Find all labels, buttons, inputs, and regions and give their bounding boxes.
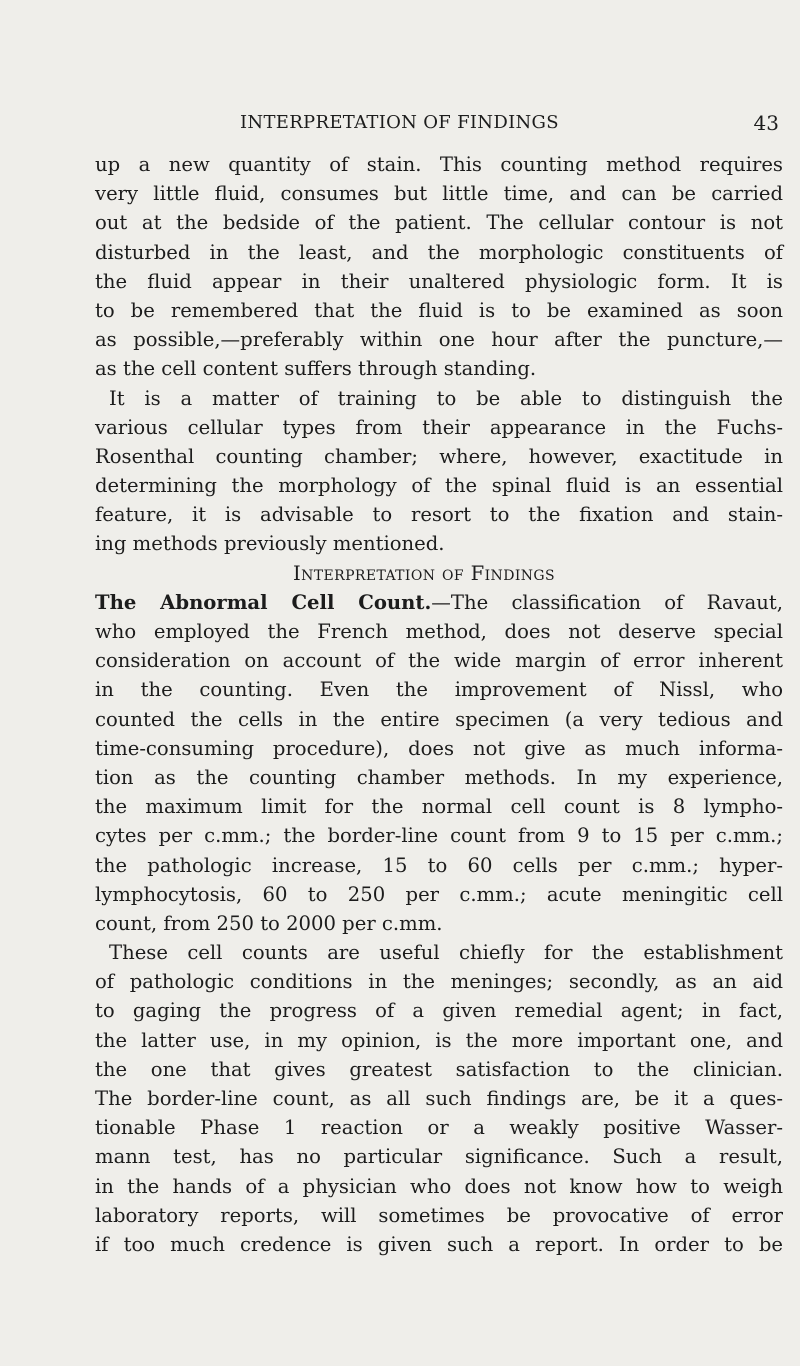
text-line: as the cell content suffers through standing. xyxy=(95,357,537,381)
text-line: if too much credence is given such a report. In order to be xyxy=(95,1232,783,1256)
text-line: the fluid appear in their unaltered physiologic form. It is xyxy=(95,269,783,293)
text-line: to be remembered that the fluid is to be examined as soon xyxy=(95,298,783,322)
text-line: The border-line count, as all such findings are, be it a ques- xyxy=(95,1087,783,1110)
running-header xyxy=(95,112,783,134)
text-line: the pathologic increase, 15 to 60 cells per c.mm.; hyper- xyxy=(95,853,783,877)
text-line: the maximum limit for the normal cell count is 8 lympho- xyxy=(95,795,783,819)
text-line: It is a matter of training to be able to distinguish the xyxy=(109,386,783,410)
text-line: very little fluid, consumes but little time, and can be carried xyxy=(95,182,783,206)
paragraph-4 xyxy=(95,938,783,1259)
run-in-text: —The classification of Ravaut, xyxy=(431,590,783,614)
running-header-title: INTERPRETATION OF FINDINGS xyxy=(240,112,559,133)
text-line: to gaging the progress of a given remedial agent; in fact, xyxy=(95,999,783,1023)
page-number: 43 xyxy=(753,111,779,135)
run-in-heading: The Abnormal Cell Count. xyxy=(95,590,432,614)
text-line: mann test, has no particular significance. Such a result, xyxy=(95,1145,783,1169)
paragraph-1 xyxy=(95,150,783,384)
text-line: who employed the French method, does not deserve special xyxy=(95,620,783,643)
text-line: feature, it is advisable to resort to the fixation and stain- xyxy=(95,503,783,527)
text-line: time-consuming procedure), does not give as much informa- xyxy=(95,736,783,760)
text-line: the latter use, in my opinion, is the more important one, and xyxy=(95,1028,783,1052)
text-line: lymphocytosis, 60 to 250 per c.mm.; acute meningitic cell xyxy=(95,882,783,906)
paragraph-2 xyxy=(95,384,783,559)
paragraph-3 xyxy=(95,588,783,938)
text-line: counted the cells in the entire specimen (a very tedious and xyxy=(95,707,783,731)
text-line: determining the morphology of the spinal fluid is an essential xyxy=(95,474,783,498)
text-line: count, from 250 to 2000 per c.mm. xyxy=(95,911,443,935)
text-line: These cell counts are useful chiefly for the establishment xyxy=(109,941,783,965)
text-line: cytes per c.mm.; the border-line count from 9 to 15 per c.mm.; xyxy=(95,824,783,848)
text-line: as possible,—preferably within one hour after the puncture,— xyxy=(95,328,783,352)
text-line: tion as the counting chamber methods. In my experience, xyxy=(95,765,783,789)
text-line: ing methods previously mentioned. xyxy=(95,532,445,556)
text-line: various cellular types from their appearance in the Fuchs- xyxy=(95,415,783,439)
text-line: consideration on account of the wide margin of error inherent xyxy=(95,649,783,673)
text-line: out at the bedside of the patient. The cellular contour is not xyxy=(95,211,783,235)
text-line: in the counting. Even the improvement of Nissl, who xyxy=(95,678,783,702)
text-line: disturbed in the least, and the morphologic constituents of xyxy=(95,240,783,264)
text-line: of pathologic conditions in the meninges; secondly, as an aid xyxy=(95,970,783,994)
text-line: tionable Phase 1 reaction or a weakly positive Wasser- xyxy=(95,1116,783,1140)
text-line: up a new quantity of stain. This counting method requires xyxy=(95,153,783,176)
section-heading: Interpretation of Findings xyxy=(293,561,555,585)
text-line: Rosenthal counting chamber; where, however, exactitude in xyxy=(95,444,783,468)
text-line: in the hands of a physician who does not know how to weigh xyxy=(95,1174,783,1198)
text-line: the one that gives greatest satisfaction to the clinician. xyxy=(95,1057,783,1081)
text-line xyxy=(95,588,783,617)
text-line: laboratory reports, will sometimes be provocative of error xyxy=(95,1203,783,1227)
body-text xyxy=(95,150,783,1259)
